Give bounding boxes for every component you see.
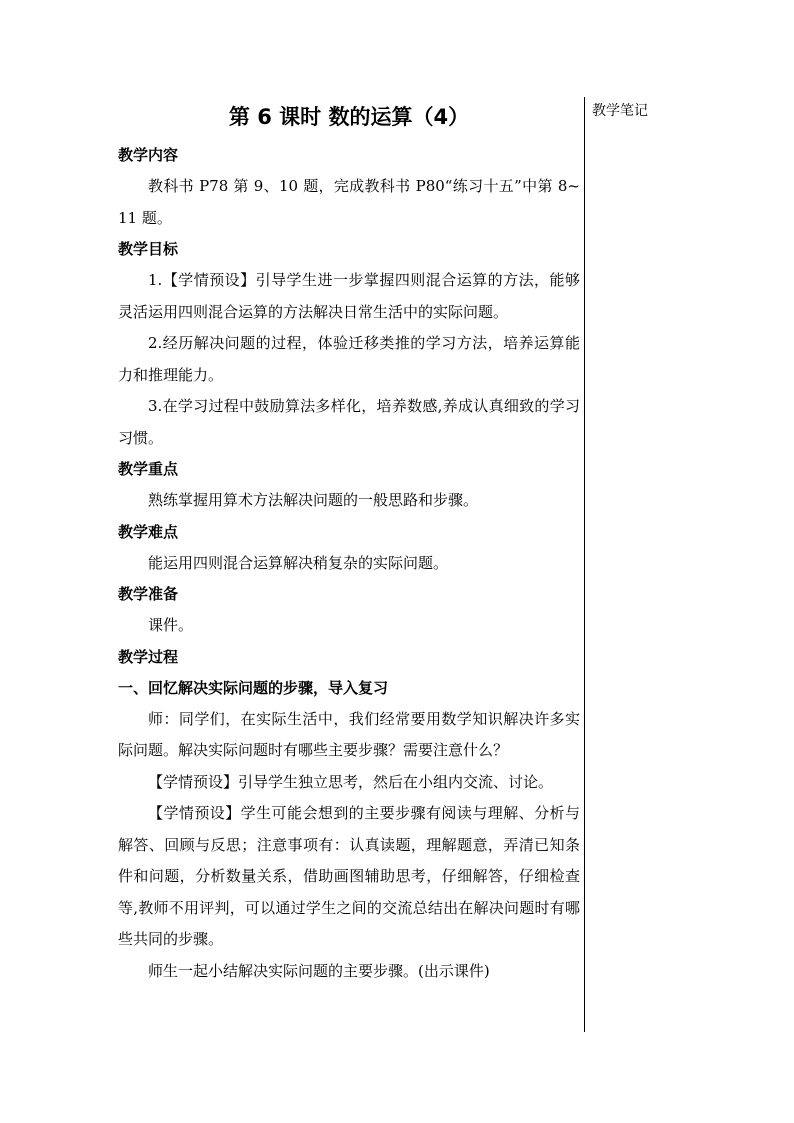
heading-process: 教学过程 [118,647,179,666]
goal-item-2: 2.经历解决问题的过程，体验迁移类推的学习方法，培养运算能力和推理能力。 [118,334,580,384]
heading-goals: 教学目标 [118,240,179,258]
page-title: 第 6 课时 数的运算（4） [228,105,470,129]
process-paragraph-1: 师：同学们，在实际生活中，我们经常要用数学知识解决许多实际问题。解决实际问题时有哪些主要步骤？需要注意什么？ [118,709,580,759]
preparation-text: 课件。 [148,616,194,634]
column-divider [584,97,585,1032]
process-paragraph-4: 师生一起小结解决实际问题的主要步骤。(出示课件) [148,961,490,980]
heading-content: 教学内容 [118,146,179,164]
content-text: 教科书 P78 第 9、10 题，完成教科书 P80“练习十五”中第 8~11 题。 [118,177,580,227]
goal-item-1: 1.【学情预设】引导学生进一步掌握四则混合运算的方法，能够灵活运用四则混合运算的方法解决日常生活中的实际问题。 [118,271,580,321]
heading-preparation: 教学准备 [118,585,179,603]
heading-key-points: 教学重点 [118,460,179,478]
lesson-plan-body [118,100,580,987]
process-paragraph-3: 【学情预设】学生可能会想到的主要步骤有阅读与理解、分析与解答、回顾与反思；注意事项有：认真读题，理解题意，弄清已知条件和问题，分析数量关系，借助画图辅助思考，仔细解答，仔细检查等,教师不用评判，可以通过学生之间的交流总结出在解决问题时有哪些共同的步骤。 [118,804,580,948]
process-paragraph-2: 【学情预设】引导学生独立思考，然后在小组内交流、讨论。 [148,772,554,791]
process-subheading: 一、回忆解决实际问题的步骤，导入复习 [118,678,389,697]
heading-difficulties: 教学难点 [118,522,179,541]
goal-item-3: 3.在学习过程中鼓励算法多样化，培养数感,养成认真细致的学习习惯。 [118,397,580,447]
key-points-text: 熟练掌握用算术方法解决问题的一般思路和步骤。 [148,491,479,509]
difficulties-text: 能运用四则混合运算解决稍复杂的实际问题。 [148,553,449,572]
notes-column [592,100,742,122]
notes-label: 教学笔记 [592,103,648,119]
